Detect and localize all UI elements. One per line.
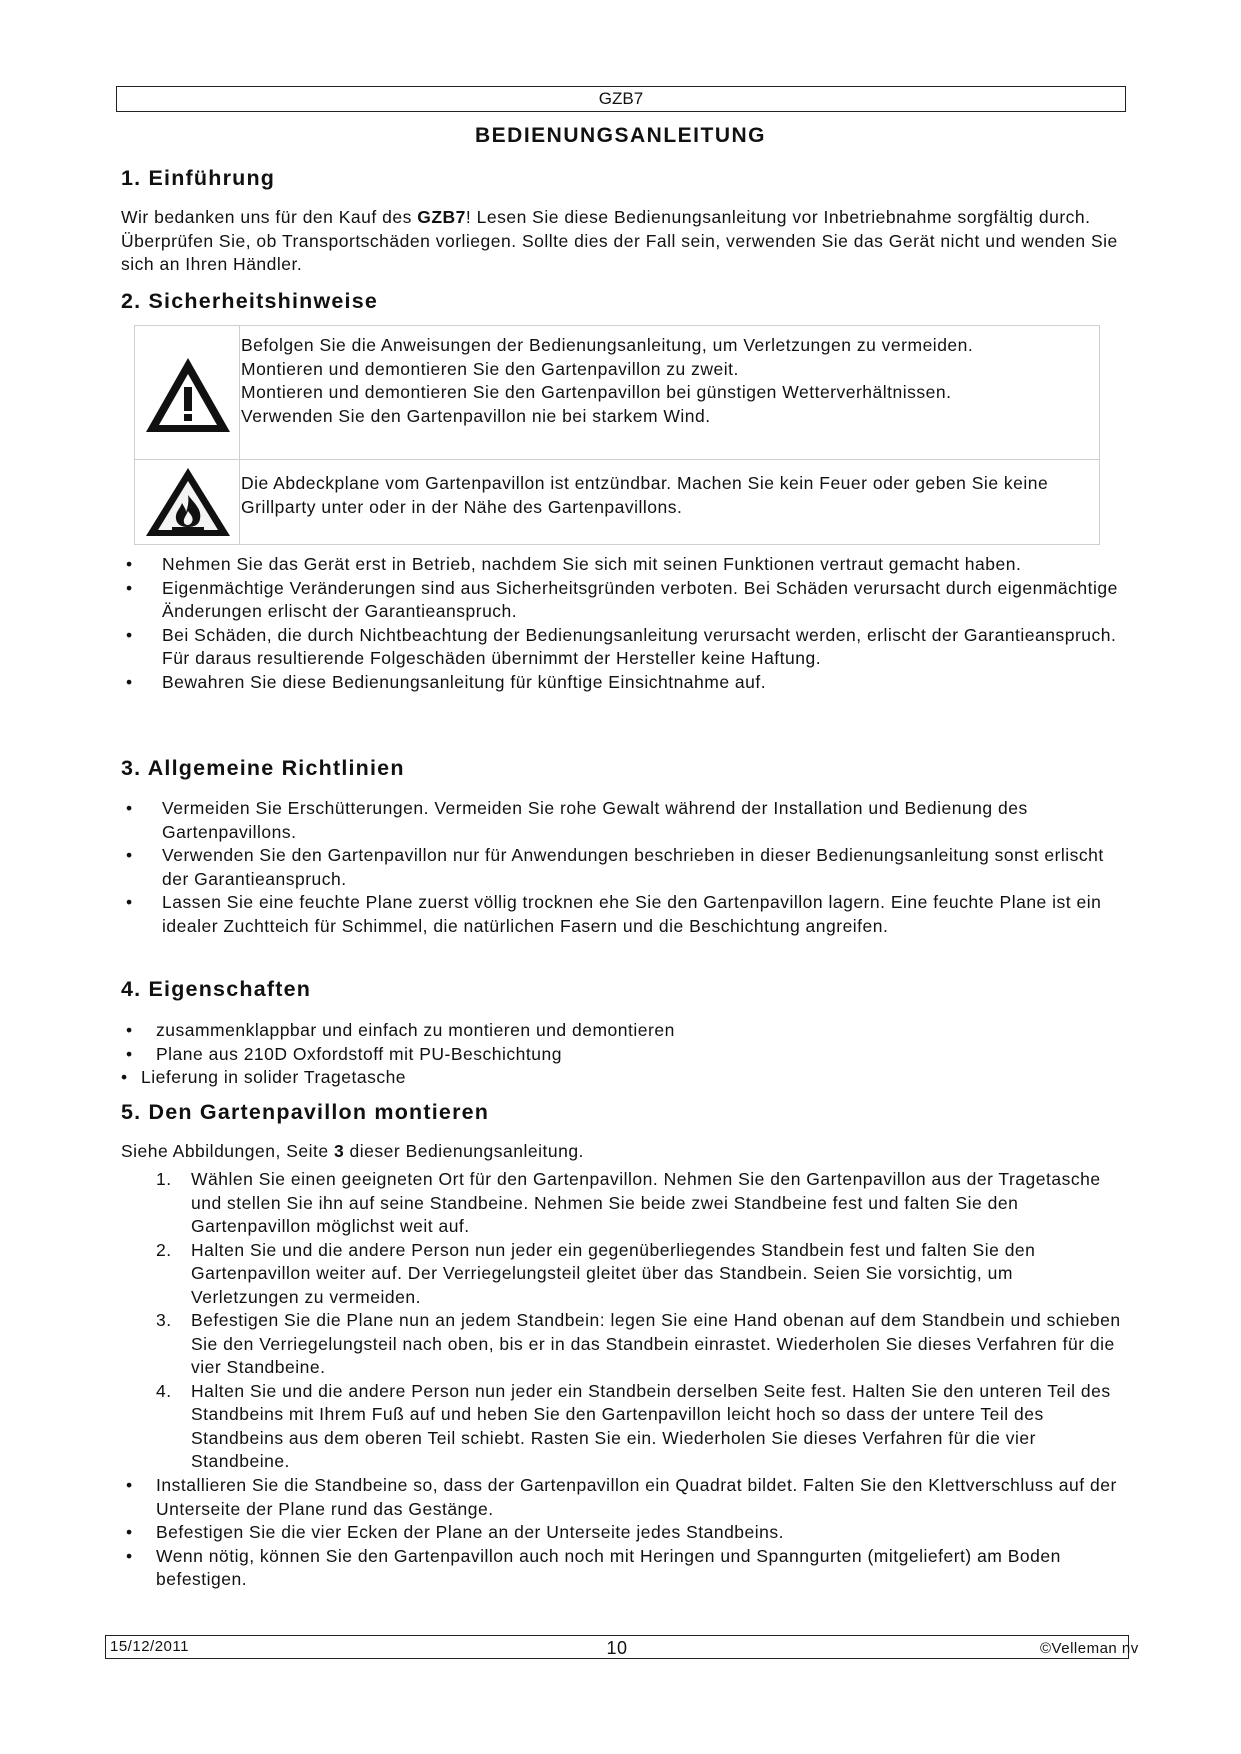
bullet-glyph: • — [126, 554, 133, 574]
bullet-glyph: • — [126, 1545, 133, 1566]
intro-model-bold: GZB7 — [417, 207, 466, 227]
header-model: GZB7 — [598, 89, 644, 108]
step-number: 2. — [156, 1239, 172, 1260]
step-number: 1. — [156, 1169, 172, 1189]
page-title: BEDIENUNGSANLEITUNG — [474, 124, 766, 147]
bullet-glyph: • — [126, 624, 133, 645]
safety-row-warning — [135, 326, 1099, 460]
list-item: • Wenn nötig, können Sie den Gartenpavillon auch noch mit Heringen und Spanngurten (mitgeliefert) am Boden befestigen. — [126, 1545, 1061, 1589]
bullet-glyph: • — [126, 1043, 133, 1064]
list-item: • Nehmen Sie das Gerät erst in Betrieb, nachdem Sie sich mit seinen Funktionen vertraut gemacht haben. — [121, 553, 1121, 577]
section-heading-safety: 2. Sicherheitshinweise — [121, 289, 379, 313]
assembly-intro: Siehe Abbildungen, Seite 3 dieser Bedienungsanleitung. — [121, 1141, 584, 1161]
bullet-glyph: • — [126, 577, 133, 598]
footer-date: 15/12/2011 — [110, 1638, 189, 1655]
bullet-glyph: • — [126, 1020, 133, 1040]
bullet-glyph: • — [126, 1475, 133, 1495]
list-item: • Eigenmächtige Veränderungen sind aus Sicherheitsgründen verboten. Bei Schäden verursacht durch eigenmächtige Änderungen erlischt der Garantieanspruch. — [126, 577, 1118, 621]
intro-text-after: ! Lesen Sie diese Bedienungsanleitung vor Inbetriebnahme sorgfältig durch. Überprüfen Sie, ob Transportschäden vorliegen. Sollte dies der Fall sein, verwenden Sie das Gerät nicht und wenden Sie sich an Ihren Händler. — [121, 207, 1118, 274]
section-heading-assembly: 5. Den Gartenpavillon montieren — [121, 1100, 490, 1124]
bullet-glyph: • — [126, 798, 133, 818]
fire-line: Die Abdeckplane vom Gartenpavillon ist entzündbar. Machen Sie kein Feuer oder geben Sie keine Grillparty unter oder in der Nähe des Gartenpavillons. — [241, 473, 1049, 517]
list-item: • Vermeiden Sie Erschütterungen. Vermeiden Sie rohe Gewalt während der Installation und Bedienung des Gartenpavillons. — [126, 798, 1028, 842]
intro-paragraph — [121, 206, 1121, 277]
section-heading-intro: 1. Einführung — [121, 166, 276, 190]
flammable-warning-icon — [142, 465, 234, 539]
section-heading-features: 4. Eigenschaften — [121, 977, 312, 1001]
warning-line: Montieren und demontieren Sie den Gartenpavillon bei günstigen Wetterverhältnissen. — [241, 382, 952, 402]
bullet-glyph: • — [126, 845, 133, 865]
list-item: • Installieren Sie die Standbeine so, dass der Gartenpavillon ein Quadrat bildet. Falten Sie den Klettverschluss auf der Unterseite der Plane rund das Gestänge. — [126, 1475, 1117, 1519]
safety-bullet-list — [121, 553, 1121, 694]
list-item: • Lieferung in solider Tragetasche — [121, 1066, 1121, 1090]
safety-row-fire — [135, 460, 1099, 544]
bullet-glyph: • — [126, 1522, 133, 1542]
features-bullet-list — [121, 1019, 1121, 1090]
bullet-glyph: • — [121, 1067, 128, 1087]
list-item: • Lassen Sie eine feuchte Plane zuerst völlig trocknen ehe Sie den Gartenpavillon lagern. Eine feuchte Plane ist ein idealer Zuchtteich für Schimmel, die natürlichen Fasern und die Beschichtung angreifen. — [126, 892, 1102, 936]
list-item: • Bei Schäden, die durch Nichtbeachtung der Bedienungsanleitung verursacht werden, erlischt der Garantieanspruch. Für daraus resultierende Folgeschäden übernimmt der Hersteller keine Haftung. — [126, 624, 1117, 668]
bullet-glyph: • — [126, 892, 133, 912]
assembly-steps — [121, 1168, 1121, 1474]
guidelines-bullet-list — [121, 797, 1121, 938]
page-number: 10 — [606, 1638, 628, 1658]
list-item: • Verwenden Sie den Gartenpavillon nur für Anwendungen beschrieben in dieser Bedienungsanleitung sonst erlischt der Garantieanspruch. — [126, 845, 1104, 889]
fire-icon-cell — [135, 460, 240, 544]
fire-text-block — [241, 472, 1091, 519]
warning-line: Montieren und demontieren Sie den Gartenpavillon zu zweit. — [241, 358, 739, 379]
safety-table — [134, 325, 1100, 545]
bullet-glyph: • — [126, 671, 133, 692]
list-item: • Befestigen Sie die vier Ecken der Plane an der Unterseite jedes Standbeins. — [121, 1521, 1121, 1545]
list-item: • Plane aus 210D Oxfordstoff mit PU-Beschichtung — [121, 1043, 1121, 1067]
assembly-page-ref: 3 — [333, 1141, 345, 1161]
step-number: 3. — [156, 1310, 172, 1330]
warning-line: Verwenden Sie den Gartenpavillon nie bei starkem Wind. — [241, 405, 711, 426]
step-item: 1. Wählen Sie einen geeigneten Ort für den Gartenpavillon. Nehmen Sie den Gartenpavillon aus der Tragetasche und stellen Sie ihn auf seine Standbeine. Nehmen Sie beide zwei Standbeine fest und falten Sie den Gartenpavillon möglichst weit auf. — [156, 1169, 1101, 1236]
step-item: 3. Befestigen Sie die Plane nun an jedem Standbein: legen Sie eine Hand obenan auf dem Standbein und schieben Sie den Verriegelungsteil nach oben, bis er in das Standbein einrastet. Wiederholen Sie dieses Verfahren für die vier Standbeine. — [156, 1310, 1121, 1377]
header-model-box — [116, 86, 1126, 112]
list-item: • zusammenklappbar und einfach zu montieren und demontieren — [121, 1019, 1121, 1043]
step-number: 4. — [156, 1380, 172, 1401]
intro-text-before: Wir bedanken uns für den Kauf des — [121, 207, 418, 227]
step-item: 2. Halten Sie und die andere Person nun jeder ein gegenüberliegendes Standbein fest und falten Sie den Gartenpavillon weiter auf. Der Verriegelungsteil gleitet über das Standbein. Seien Sie vorsichtig, um Verletzungen zu vermeiden. — [156, 1239, 1036, 1307]
footer-box — [105, 1635, 1129, 1659]
warning-triangle-icon — [142, 354, 234, 436]
warning-text-block — [241, 334, 1091, 428]
footer-copyright: ©Velleman nv — [1040, 1640, 1139, 1657]
warning-line: Befolgen Sie die Anweisungen der Bedienungsanleitung, um Verletzungen zu vermeiden. — [241, 335, 974, 355]
step-item: 4. Halten Sie und die andere Person nun jeder ein Standbein derselben Seite fest. Halten Sie den unteren Teil des Standbeins mit Ihrem Fuß auf und heben Sie den Gartenpavillon leicht hoch so dass der untere Teil des Standbeins aus dem oberen Teil schiebt. Rasten Sie ein. Wiederholen Sie dieses Verfahren für die vier Standbeine. — [156, 1380, 1111, 1471]
section-heading-guidelines: 3. Allgemeine Richtlinien — [121, 756, 405, 780]
list-item: • Bewahren Sie diese Bedienungsanleitung für künftige Einsichtnahme auf. — [121, 671, 1121, 695]
assembly-bullet-list — [121, 1474, 1121, 1592]
warning-icon-cell — [135, 326, 240, 459]
